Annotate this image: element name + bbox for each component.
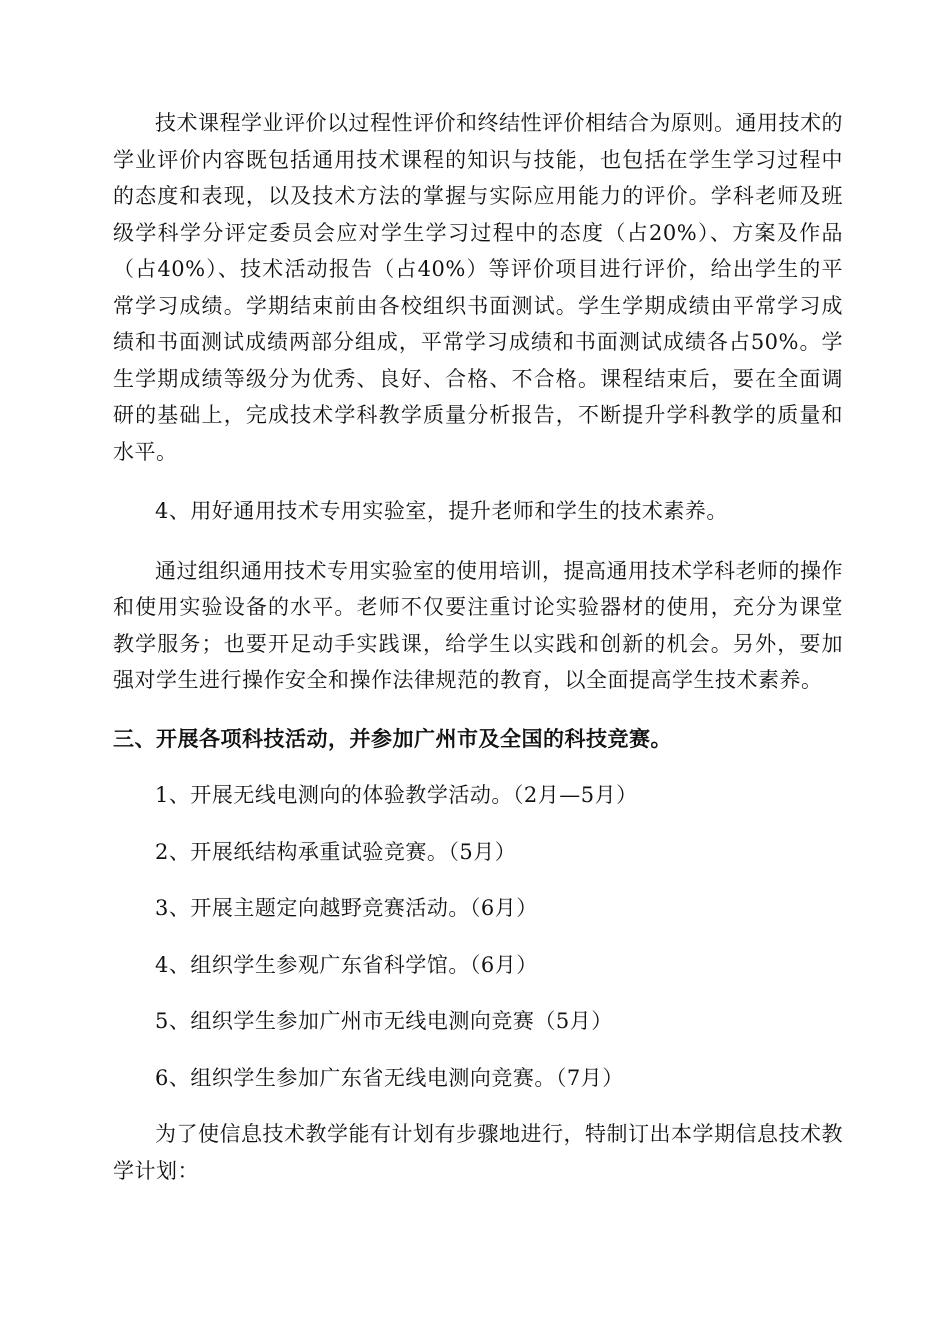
document-page [113, 105, 843, 1189]
list-item: 2、开展纸结构承重试验竞赛。（5月） [155, 839, 517, 864]
list-item: 5、组织学生参加广州市无线电测向竞赛（5月） [155, 1009, 613, 1033]
list-item: 3、开展主题定向越野竞赛活动。（6月） [155, 896, 538, 920]
evaluation-paragraph: 技术课程学业评价以过程性评价和终结性评价相结合为原则。通用技术的学业评价内容既包括通用技术课程的知识与技能，也包括在学生学习过程中的态度和表现，以及技术方法的掌握与实际应用能力的评价。学科老师及班级学科学分评定委员会应对学生学习过程中的态度（占20%）、方案及作品（占40%）、技术活动报告（占40%）等评价项目进行评价，给出学生的平常学习成绩。学期结束前由各校组织书面测试。学生学期成绩由平常学习成绩和书面测试成绩两部分组成，平常学习成绩和书面测试成绩各占50%。学生学期成绩等级分为优秀、良好、合格、不合格。课程结束后，要在全面调研的基础上，完成技术学科教学质量分析报告，不断提升学科教学的质量和水平。 [113, 111, 843, 464]
lab-usage-heading: 4、用好通用技术专用实验室，提升老师和学生的技术素养。 [155, 499, 728, 523]
list-item: 4、组织学生参观广东省科学馆。（6月） [155, 952, 538, 977]
section-heading: 三、开展各项科技活动，并参加广州市及全国的科技竞赛。 [113, 726, 672, 751]
lab-training-paragraph: 通过组织通用技术专用实验室的使用培训，提高通用技术学科老师的操作和使用实验设备的水平。老师不仅要注重讨论实验器材的使用，充分为课堂教学服务；也要开足动手实践课，给学生以实践和创新的机会。另外，要加强对学生进行操作安全和操作法律规范的教育，以全面提高学生技术素养。 [113, 558, 843, 692]
closing-paragraph: 为了使信息技术教学能有计划有步骤地进行，特制订出本学期信息技术教学计划： [113, 1122, 843, 1183]
list-item: 6、组织学生参加广东省无线电测向竞赛。（7月） [155, 1065, 624, 1090]
list-item: 1、开展无线电测向的体验教学活动。（2月—5月） [155, 783, 638, 807]
